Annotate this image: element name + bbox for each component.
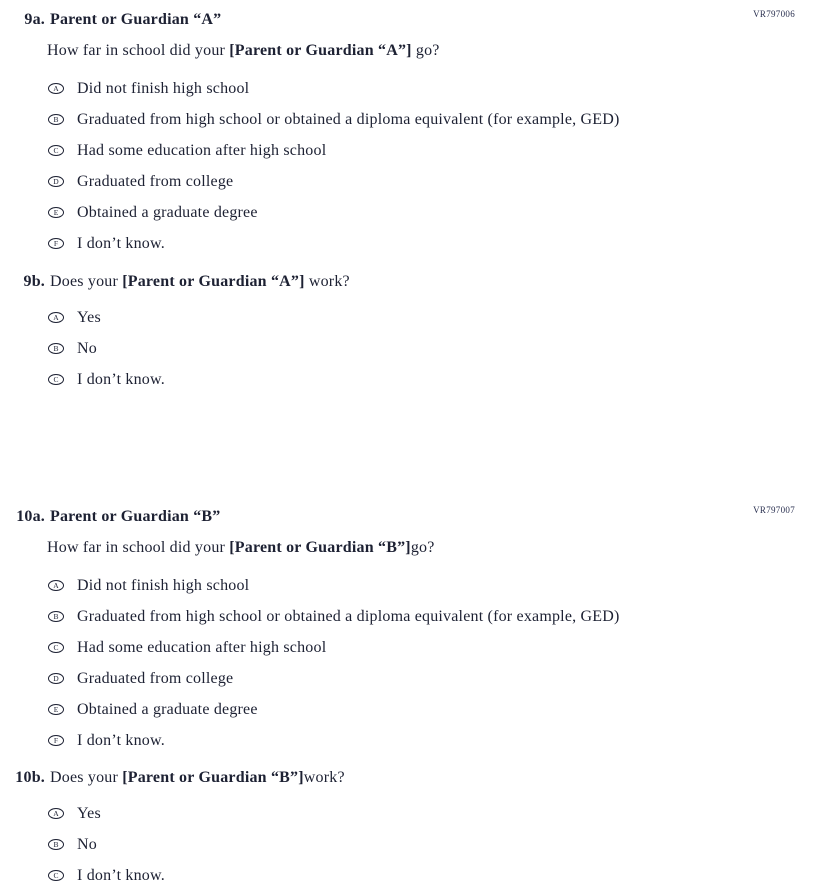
prompt-prefix: How far in school did your <box>47 42 230 59</box>
answer-bubble-icon[interactable] <box>48 145 64 156</box>
answer-option-9a-b[interactable] <box>0 104 825 135</box>
answer-option-10a-d[interactable] <box>0 663 825 694</box>
answer-option-10a-f[interactable] <box>0 725 825 756</box>
question-10a-prompt <box>0 537 825 570</box>
answer-bubble-icon[interactable] <box>48 312 64 323</box>
answer-option-9a-a[interactable] <box>0 73 825 104</box>
question-title: Parent or Guardian “A” <box>50 11 222 28</box>
option-label: Had some education after high school <box>77 638 327 656</box>
option-label: Yes <box>77 804 101 822</box>
option-label: Graduated from high school or obtained a diploma equivalent (for example, GED) <box>77 607 620 625</box>
prompt-suffix: go? <box>411 42 440 59</box>
bubble-letter: A <box>53 808 59 818</box>
option-label: Graduated from college <box>77 172 234 190</box>
vr-code-9: VR797006 <box>753 9 795 19</box>
option-label: I don’t know. <box>77 866 165 884</box>
option-label: No <box>77 835 97 853</box>
answer-option-10b-b[interactable] <box>0 829 825 860</box>
answer-option-9b-a[interactable] <box>0 302 825 333</box>
prompt-prefix: Does your <box>50 769 123 786</box>
answer-bubble-icon[interactable] <box>48 839 64 850</box>
vr-code-10: VR797007 <box>753 505 795 515</box>
prompt-bracket: [Parent or Guardian “A”] <box>229 42 412 59</box>
question-9a <box>0 9 825 259</box>
answer-option-9a-f[interactable] <box>0 228 825 259</box>
bubble-letter: C <box>53 145 59 155</box>
question-10b-header <box>0 767 825 798</box>
answer-option-10b-a[interactable] <box>0 798 825 829</box>
bubble-letter: C <box>53 642 59 652</box>
option-label: Had some education after high school <box>77 141 327 159</box>
option-label: I don’t know. <box>77 370 165 388</box>
option-label: Obtained a graduate degree <box>77 700 258 718</box>
answer-bubble-icon[interactable] <box>48 611 64 622</box>
bubble-letter: E <box>53 207 59 217</box>
question-10a <box>0 506 825 756</box>
answer-option-9a-d[interactable] <box>0 166 825 197</box>
bubble-letter: A <box>53 83 59 93</box>
answer-bubble-icon[interactable] <box>48 735 64 746</box>
answer-bubble-icon[interactable] <box>48 374 64 385</box>
answer-bubble-icon[interactable] <box>48 83 64 94</box>
bubble-letter: B <box>53 114 59 124</box>
question-9a-prompt <box>0 40 825 73</box>
bubble-letter: F <box>53 735 59 745</box>
bubble-letter: E <box>53 704 59 714</box>
answer-option-10a-c[interactable] <box>0 632 825 663</box>
bubble-letter: D <box>53 176 59 186</box>
answer-option-10a-b[interactable] <box>0 601 825 632</box>
prompt-prefix: How far in school did your <box>47 539 230 556</box>
option-label: No <box>77 339 97 357</box>
prompt-prefix: Does your <box>50 273 123 290</box>
option-label: Graduated from high school or obtained a diploma equivalent (for example, GED) <box>77 110 620 128</box>
prompt-suffix: work? <box>303 769 345 786</box>
question-number: 9b. <box>23 273 45 290</box>
option-label: Did not finish high school <box>77 576 250 594</box>
answer-bubble-icon[interactable] <box>48 673 64 684</box>
bubble-letter: A <box>53 312 59 322</box>
question-9a-header <box>0 9 825 40</box>
option-label: I don’t know. <box>77 731 165 749</box>
answer-option-10a-e[interactable] <box>0 694 825 725</box>
answer-bubble-icon[interactable] <box>48 870 64 881</box>
option-label: Graduated from college <box>77 669 234 687</box>
answer-option-10a-a[interactable] <box>0 570 825 601</box>
bubble-letter: B <box>53 839 59 849</box>
answer-bubble-icon[interactable] <box>48 642 64 653</box>
question-9b-header <box>0 271 825 302</box>
answer-bubble-icon[interactable] <box>48 343 64 354</box>
bubble-letter: C <box>53 870 59 880</box>
question-number: 10b. <box>15 769 45 786</box>
bubble-letter: B <box>53 343 59 353</box>
answer-bubble-icon[interactable] <box>48 114 64 125</box>
prompt-suffix: go? <box>410 539 435 556</box>
bubble-letter: F <box>53 238 59 248</box>
answer-option-9b-c[interactable] <box>0 364 825 395</box>
answer-option-9a-e[interactable] <box>0 197 825 228</box>
question-9b <box>0 271 825 395</box>
question-number: 9a. <box>24 11 45 28</box>
question-title: Parent or Guardian “B” <box>50 508 221 525</box>
answer-option-10b-c[interactable] <box>0 860 825 891</box>
answer-bubble-icon[interactable] <box>48 704 64 715</box>
bubble-letter: B <box>53 611 59 621</box>
option-label: Did not finish high school <box>77 79 250 97</box>
prompt-bracket: [Parent or Guardian “A”] <box>122 273 305 290</box>
bubble-letter: D <box>53 673 59 683</box>
answer-bubble-icon[interactable] <box>48 238 64 249</box>
prompt-bracket: [Parent or Guardian “B”] <box>229 539 411 556</box>
answer-bubble-icon[interactable] <box>48 808 64 819</box>
question-10a-header <box>0 506 825 537</box>
prompt-suffix: work? <box>304 273 350 290</box>
bubble-letter: A <box>53 580 59 590</box>
option-label: Obtained a graduate degree <box>77 203 258 221</box>
answer-bubble-icon[interactable] <box>48 207 64 218</box>
question-number: 10a. <box>16 508 45 525</box>
option-label: Yes <box>77 308 101 326</box>
answer-bubble-icon[interactable] <box>48 176 64 187</box>
answer-option-9b-b[interactable] <box>0 333 825 364</box>
question-10b <box>0 767 825 891</box>
bubble-letter: C <box>53 374 59 384</box>
prompt-bracket: [Parent or Guardian “B”] <box>122 769 304 786</box>
answer-bubble-icon[interactable] <box>48 580 64 591</box>
answer-option-9a-c[interactable] <box>0 135 825 166</box>
option-label: I don’t know. <box>77 234 165 252</box>
